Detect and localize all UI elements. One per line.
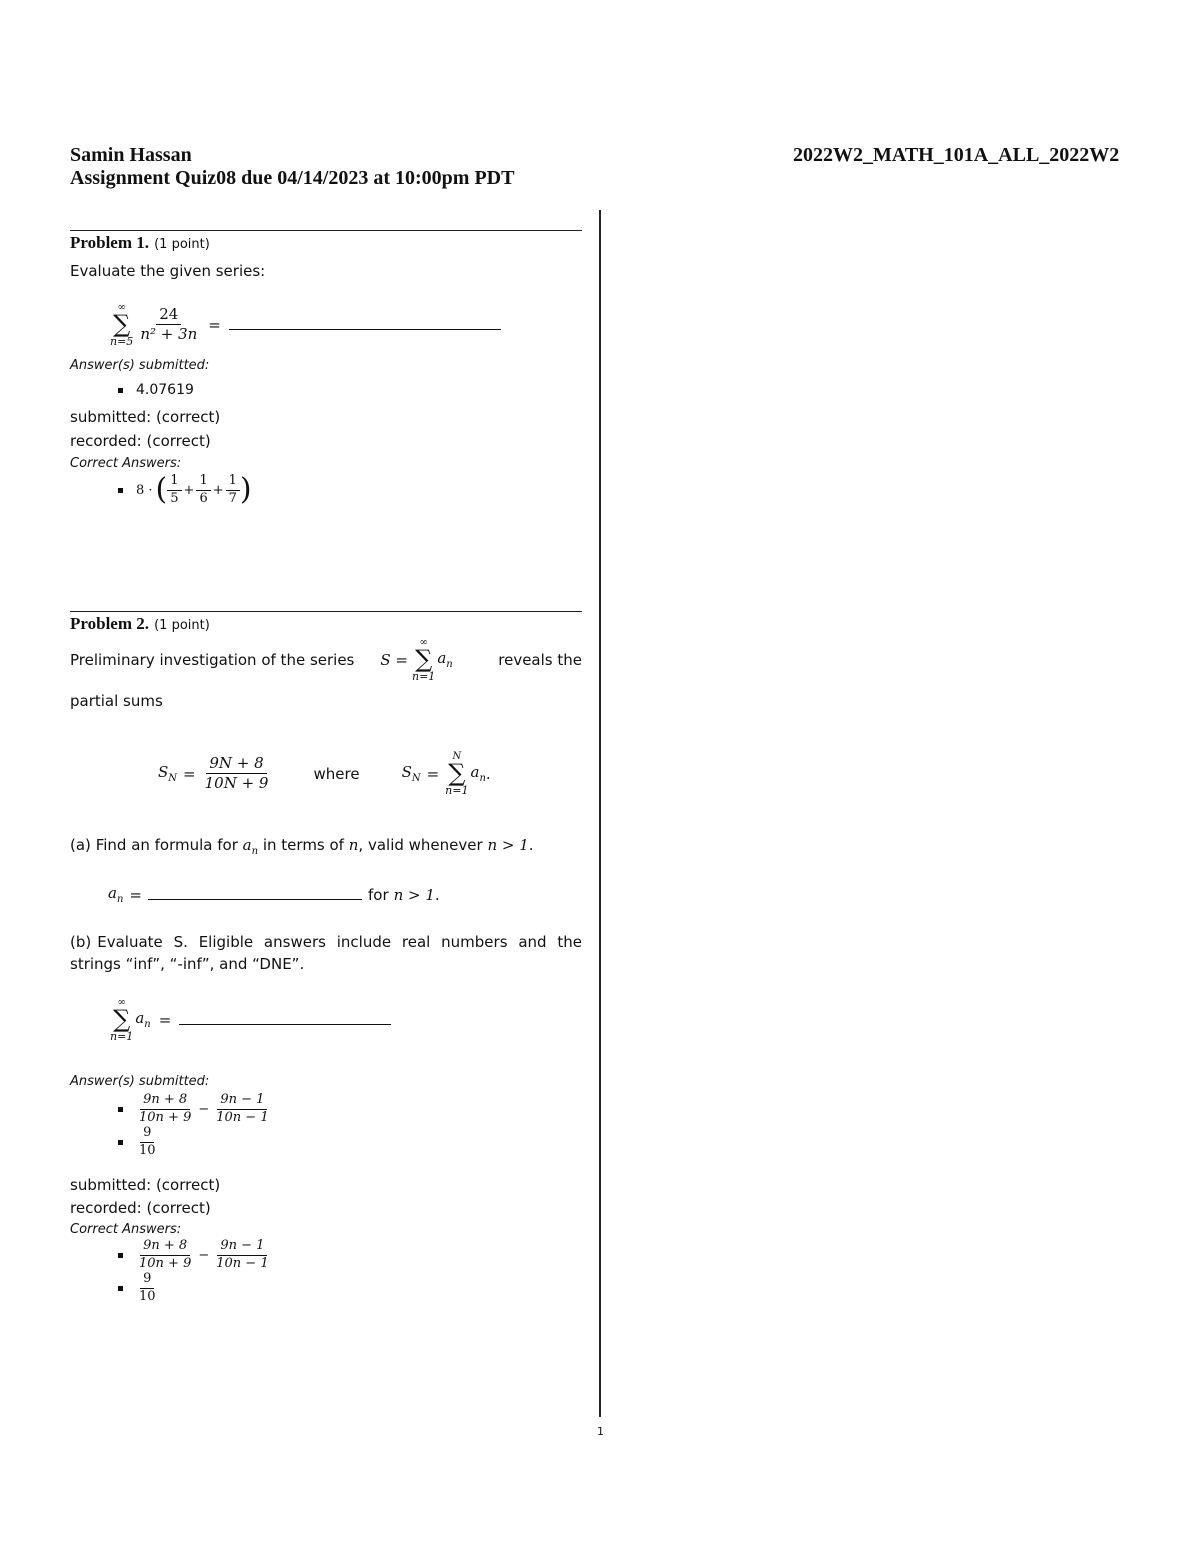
part-a-prompt: (a) Find an formula for $a_n$ in terms of n, valid whenever n > 1. (70, 836, 534, 857)
fraction-term: $\frac{1}{6}$ (196, 474, 210, 507)
partial-sum-fraction: $\frac{9N + 8}{10N + 9}$ (204, 754, 269, 793)
correct-answers-label: Correct Answers: (70, 1222, 182, 1237)
course-code: 2022W2_MATH_101A_ALL_2022W2 (793, 144, 1120, 166)
problem-2-correct-list (70, 1238, 470, 1305)
list-item: 4.07619 (70, 382, 470, 398)
recorded-status: recorded: (correct) (70, 1199, 211, 1217)
problem-1-rule (70, 230, 582, 231)
recorded-status: recorded: (correct) (70, 432, 211, 450)
sigma-symbol: ∞ ∑ n=1 (412, 637, 436, 683)
partial-sum-formula: $S_N$ = $\frac{9N + 8}{10N + 9}$ where $S_N$ = N ∑ n=1 $a_n$ . (158, 751, 491, 797)
problem-1-heading (70, 233, 210, 253)
problem-2-intro-line2: partial sums (70, 692, 163, 710)
part-b-expression: ∞ ∑ n=1 $a_n$ = (110, 998, 391, 1042)
problem-2-submitted-list (70, 1092, 470, 1159)
problem-2-intro: Preliminary investigation of the series S = ∞ ∑ n=1 $a_n$ reveals the (70, 637, 582, 683)
column-divider (599, 210, 601, 1417)
part-b-prompt: (b) Evaluate S. Eligible answers include real numbers and the strings “inf”, “-inf”, and “DNE”. (70, 933, 582, 973)
problem-1-correct-list (70, 474, 470, 507)
submitted-status: submitted: (correct) (70, 1176, 221, 1194)
problem-1-answer-blank[interactable] (229, 329, 501, 330)
problem-2-rule (70, 611, 582, 612)
problem-1-title: Problem 1. (70, 233, 150, 252)
correct-answers-label: Correct Answers: (70, 456, 182, 471)
list-item: 8 · ( $\frac{1}{5}$ + $\frac{1}{6}$ + $\frac{1}{7}$ ) (70, 474, 470, 507)
list-item: $\frac{9n + 8}{10n + 9}$ − $\frac{9n - 1}{10n - 1}$ (70, 1092, 470, 1126)
part-a-answer-line: $a_n$ = for n > 1 . (108, 884, 440, 905)
problem-1-points: (1 point) (154, 237, 210, 252)
fraction-term: $\frac{1}{5}$ (167, 474, 181, 507)
answers-submitted-label: Answer(s) submitted: (70, 358, 210, 373)
problem-2-points: (1 point) (154, 618, 210, 633)
sigma-symbol: ∞ ∑ n=1 (110, 997, 134, 1043)
problem-1-fraction: $\frac{24}{\text{n² + 3n}}$ (140, 305, 198, 344)
student-name: Samin Hassan (70, 144, 192, 166)
problem-1-prompt: Evaluate the given series: (70, 262, 266, 280)
problem-2-title: Problem 2. (70, 614, 150, 633)
list-item: $\frac{9n + 8}{10n + 9}$ − $\frac{9n - 1}{10n - 1}$ (70, 1238, 470, 1272)
assignment-title: Assignment Quiz08 due 04/14/2023 at 10:00pm PDT (70, 167, 515, 189)
problem-1-expression: ∞ ∑ n=5 $\frac{24}{\text{n² + 3n}}$ = (110, 303, 501, 347)
submitted-status: submitted: (correct) (70, 408, 221, 426)
sigma-symbol: ∞ ∑ n=5 (110, 302, 134, 348)
part-b-answer-blank[interactable] (179, 1024, 391, 1025)
part-a-answer-blank[interactable] (148, 899, 362, 900)
sigma-symbol: N ∑ n=1 (445, 751, 469, 797)
list-item: $\frac{9}{10}$ (70, 1272, 470, 1305)
answers-submitted-label: Answer(s) submitted: (70, 1074, 210, 1089)
problem-1-submitted-list (70, 382, 470, 398)
fraction-term: $\frac{1}{7}$ (226, 474, 240, 507)
problem-2-heading (70, 614, 210, 634)
list-item: $\frac{9}{10}$ (70, 1126, 470, 1159)
page-number: 1 (597, 1425, 604, 1438)
